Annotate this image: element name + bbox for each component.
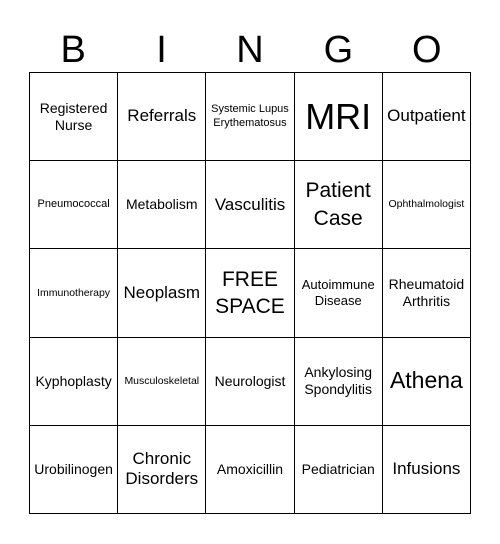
bingo-cell[interactable]: Urobilinogen bbox=[30, 426, 118, 514]
bingo-cell[interactable]: Systemic Lupus Erythematosus bbox=[206, 73, 294, 161]
bingo-cell[interactable]: Autoimmune Disease bbox=[295, 249, 383, 337]
bingo-cell[interactable]: Neoplasm bbox=[118, 249, 206, 337]
bingo-cell[interactable]: Vasculitis bbox=[206, 161, 294, 249]
bingo-cell[interactable]: Outpatient bbox=[383, 73, 471, 161]
bingo-cell[interactable]: Kyphoplasty bbox=[30, 338, 118, 426]
bingo-cell[interactable]: Musculoskeletal bbox=[118, 338, 206, 426]
bingo-cell[interactable]: Athena bbox=[383, 338, 471, 426]
bingo-cell[interactable]: Pediatrician bbox=[295, 426, 383, 514]
bingo-cell[interactable]: Ophthalmologist bbox=[383, 161, 471, 249]
bingo-cell[interactable]: MRI bbox=[295, 73, 383, 161]
bingo-cell[interactable]: Pneumococcal bbox=[30, 161, 118, 249]
header-letter-o: O bbox=[411, 29, 442, 71]
bingo-cell[interactable]: Patient Case bbox=[295, 161, 383, 249]
bingo-cell[interactable]: Neurologist bbox=[206, 338, 294, 426]
bingo-cell[interactable]: Referrals bbox=[118, 73, 206, 161]
bingo-cell[interactable]: Infusions bbox=[383, 426, 471, 514]
bingo-cell[interactable]: Rheumatoid Arthritis bbox=[383, 249, 471, 337]
header-letter-b: B bbox=[60, 29, 86, 71]
bingo-board bbox=[29, 72, 471, 514]
bingo-cell[interactable]: Registered Nurse bbox=[30, 73, 118, 161]
bingo-cell[interactable]: Immunotherapy bbox=[30, 249, 118, 337]
free-space-cell[interactable]: FREE SPACE bbox=[206, 249, 294, 337]
bingo-cell[interactable]: Amoxicillin bbox=[206, 426, 294, 514]
bingo-cell[interactable]: Ankylosing Spondylitis bbox=[295, 338, 383, 426]
header-letter-i: I bbox=[156, 29, 167, 71]
bingo-cell[interactable]: Chronic Disorders bbox=[118, 426, 206, 514]
header-letter-n: N bbox=[236, 29, 264, 71]
bingo-header bbox=[29, 28, 471, 72]
bingo-cell[interactable]: Metabolism bbox=[118, 161, 206, 249]
header-letter-g: G bbox=[323, 29, 354, 71]
